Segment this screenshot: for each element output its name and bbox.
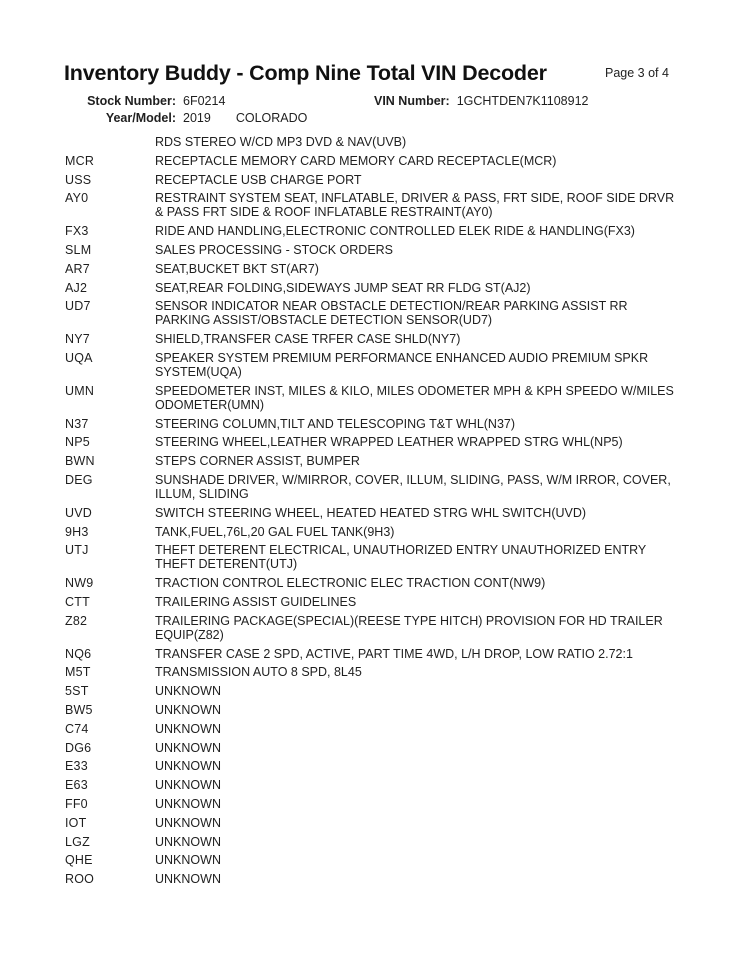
option-description: UNKNOWN xyxy=(155,684,221,699)
option-code: Z82 xyxy=(65,613,88,628)
option-row xyxy=(65,741,680,755)
option-code: ROO xyxy=(65,872,95,887)
option-code: FX3 xyxy=(65,224,89,239)
option-code: QHE xyxy=(65,853,93,868)
option-code xyxy=(65,135,155,149)
option-description: UNKNOWN xyxy=(155,721,221,736)
option-row xyxy=(65,872,680,886)
option-description: TANK,FUEL,76L,20 GAL FUEL TANK(9H3) xyxy=(155,524,395,539)
option-code: 9H3 xyxy=(65,524,89,539)
option-description: UNKNOWN xyxy=(155,834,221,849)
option-code: E33 xyxy=(65,759,88,774)
option-row xyxy=(65,759,680,773)
option-code: C74 xyxy=(65,721,89,736)
option-description: SEAT,REAR FOLDING,SIDEWAYS JUMP SEAT RR FLDG ST(AJ2) xyxy=(155,280,531,295)
option-description: STEERING COLUMN,TILT AND TELESCOPING T&T WHL(N37) xyxy=(155,416,516,431)
option-row xyxy=(65,797,680,811)
option-description: STEPS CORNER ASSIST, BUMPER xyxy=(155,454,360,469)
option-row xyxy=(65,154,680,168)
option-row xyxy=(65,595,680,609)
option-row xyxy=(65,684,680,698)
option-row xyxy=(65,281,680,295)
option-row xyxy=(65,473,680,501)
option-row xyxy=(65,778,680,792)
stock-number-row xyxy=(60,95,225,108)
option-row xyxy=(65,576,680,590)
option-description: RECEPTACLE USB CHARGE PORT xyxy=(155,172,362,187)
option-row xyxy=(65,853,680,867)
option-code: DG6 xyxy=(65,740,92,755)
option-description: THEFT DETERENT ELECTRICAL, UNAUTHORIZED ENTRY UNAUTHORIZED ENTRY THEFT DETERENT(UTJ) xyxy=(155,543,647,572)
page-number: Page 3 of 4 xyxy=(605,66,669,80)
option-code: AR7 xyxy=(65,261,90,276)
option-code: UD7 xyxy=(65,299,91,314)
option-code: USS xyxy=(65,172,92,187)
option-code: NW9 xyxy=(65,576,94,591)
option-row xyxy=(65,722,680,736)
option-code: LGZ xyxy=(65,834,90,849)
option-row xyxy=(65,525,680,539)
option-code: UMN xyxy=(65,383,95,398)
option-description: SPEEDOMETER INST, MILES & KILO, MILES ODOMETER MPH & KPH SPEEDO W/MILES ODOMETER(UMN) xyxy=(155,383,674,412)
option-description: SALES PROCESSING - STOCK ORDERS xyxy=(155,242,394,257)
option-row xyxy=(65,262,680,276)
year-model-row xyxy=(60,112,307,125)
option-description: STEERING WHEEL,LEATHER WRAPPED LEATHER WRAPPED STRG WHL(NP5) xyxy=(155,435,623,450)
stock-number-label: Stock Number: xyxy=(87,94,176,108)
option-row xyxy=(65,506,680,520)
option-description: RDS STEREO W/CD MP3 DVD & NAV(UVB) xyxy=(155,135,407,149)
option-row xyxy=(65,543,680,571)
option-row xyxy=(65,332,680,346)
option-code: E63 xyxy=(65,778,88,793)
option-description: SWITCH STEERING WHEEL, HEATED HEATED STRG WHL SWITCH(UVD) xyxy=(155,505,587,520)
option-description: UNKNOWN xyxy=(155,872,221,887)
vin-number-label: VIN Number: xyxy=(374,94,450,108)
option-row xyxy=(65,243,680,257)
option-code: M5T xyxy=(65,665,91,680)
option-description: UNKNOWN xyxy=(155,778,221,793)
option-description: UNKNOWN xyxy=(155,740,221,755)
vin-number-row xyxy=(374,95,588,108)
option-description: RESTRAINT SYSTEM SEAT, INFLATABLE, DRIVER & PASS, FRT SIDE, ROOF SIDE DRVR & PASS FRT SIDE & ROOF INFLATABLE RESTRAINT(AY0) xyxy=(155,191,675,220)
option-row xyxy=(65,384,680,412)
option-description: SEAT,BUCKET BKT ST(AR7) xyxy=(155,261,319,276)
option-row xyxy=(65,614,680,642)
option-row xyxy=(65,351,680,379)
option-row xyxy=(65,299,680,327)
option-code: NP5 xyxy=(65,435,90,450)
option-code: BWN xyxy=(65,454,95,469)
option-row xyxy=(65,417,680,431)
option-row xyxy=(65,703,680,717)
option-description: SPEAKER SYSTEM PREMIUM PERFORMANCE ENHANCED AUDIO PREMIUM SPKR SYSTEM(UQA) xyxy=(155,350,649,379)
option-description: TRANSMISSION AUTO 8 SPD, 8L45 xyxy=(155,665,362,680)
stock-number-value: 6F0214 xyxy=(183,94,226,108)
option-description: SENSOR INDICATOR NEAR OBSTACLE DETECTION/REAR PARKING ASSIST RR PARKING ASSIST/OBSTACLE DETECTION SENSOR(UD7) xyxy=(155,299,628,328)
option-row xyxy=(65,454,680,468)
option-row xyxy=(65,816,680,830)
option-description: UNKNOWN xyxy=(155,853,221,868)
option-description: RECEPTACLE MEMORY CARD MEMORY CARD RECEPTACLE(MCR) xyxy=(155,153,557,168)
option-code: AJ2 xyxy=(65,280,88,295)
option-row xyxy=(65,665,680,679)
option-description: TRACTION CONTROL ELECTRONIC ELEC TRACTION CONT(NW9) xyxy=(155,576,546,591)
option-code: UTJ xyxy=(65,543,89,558)
option-row xyxy=(65,647,680,661)
option-code: UQA xyxy=(65,350,93,365)
option-description: UNKNOWN xyxy=(155,815,221,830)
option-code: IOT xyxy=(65,815,87,830)
option-code: NY7 xyxy=(65,332,90,347)
option-description: TRAILERING PACKAGE(SPECIAL)(REESE TYPE HITCH) PROVISION FOR HD TRAILER EQUIP(Z82) xyxy=(155,613,663,642)
option-code: NQ6 xyxy=(65,646,92,661)
option-description: UNKNOWN xyxy=(155,702,221,717)
option-row xyxy=(65,435,680,449)
option-code: SLM xyxy=(65,242,92,257)
option-code: FF0 xyxy=(65,796,88,811)
option-code: BW5 xyxy=(65,702,93,717)
year-model-label: Year/Model: xyxy=(105,111,176,125)
options-list xyxy=(65,135,680,891)
option-description: UNKNOWN xyxy=(155,796,221,811)
option-description: TRAILERING ASSIST GUIDELINES xyxy=(155,594,357,609)
option-row xyxy=(65,173,680,187)
option-row xyxy=(65,191,680,219)
report-title: Inventory Buddy - Comp Nine Total VIN Decoder xyxy=(64,61,547,85)
option-description: SHIELD,TRANSFER CASE TRFER CASE SHLD(NY7) xyxy=(155,332,461,347)
option-code: CTT xyxy=(65,594,90,609)
option-code: 5ST xyxy=(65,684,89,699)
option-code: AY0 xyxy=(65,191,89,206)
option-row xyxy=(65,224,680,238)
option-description: TRANSFER CASE 2 SPD, ACTIVE, PART TIME 4WD, L/H DROP, LOW RATIO 2.72:1 xyxy=(155,646,633,661)
option-code: N37 xyxy=(65,416,89,431)
option-row xyxy=(65,135,680,149)
option-description: UNKNOWN xyxy=(155,759,221,774)
option-description: SUNSHADE DRIVER, W/MIRROR, COVER, ILLUM, SLIDING, PASS, W/M IRROR, COVER, ILLUM, SLIDING xyxy=(155,472,671,501)
year-value: 2019 xyxy=(183,111,211,125)
option-row xyxy=(65,835,680,849)
model-value: COLORADO xyxy=(235,111,308,125)
option-code: MCR xyxy=(65,153,95,168)
vin-number-value: 1GCHTDEN7K1108912 xyxy=(456,94,589,108)
option-description: RIDE AND HANDLING,ELECTRONIC CONTROLLED ELEK RIDE & HANDLING(FX3) xyxy=(155,224,635,239)
option-code: UVD xyxy=(65,505,92,520)
option-code: DEG xyxy=(65,472,93,487)
